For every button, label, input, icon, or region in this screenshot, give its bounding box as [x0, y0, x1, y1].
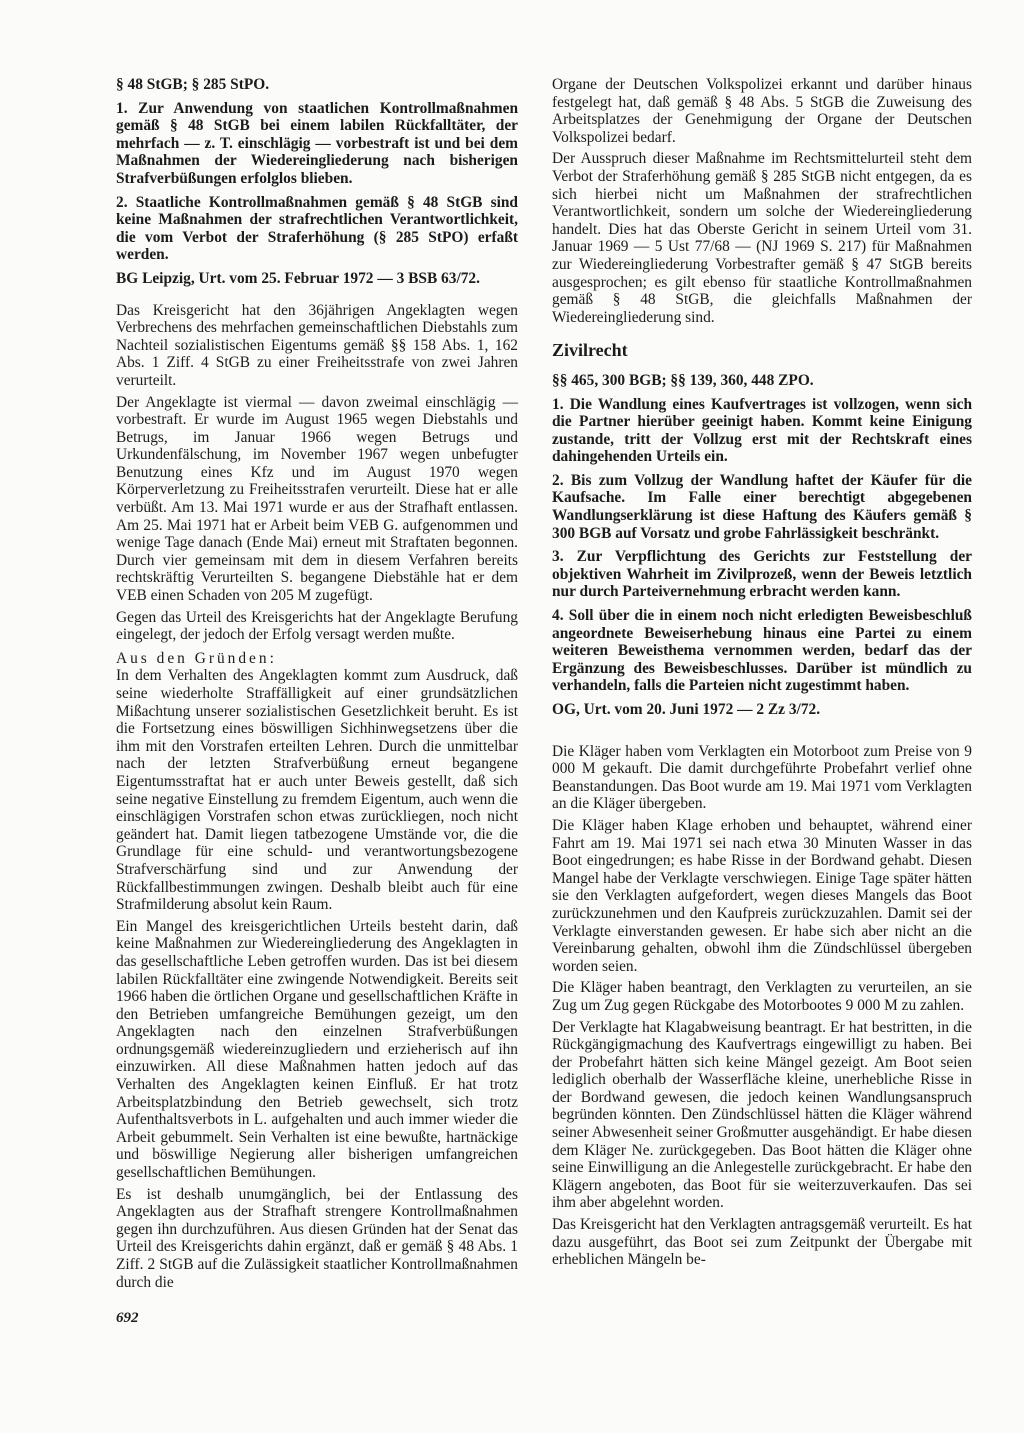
page-number: 692	[116, 1310, 139, 1326]
statute-reference: §§ 465, 300 BGB; §§ 139, 360, 448 ZPO.	[552, 371, 814, 389]
spacer	[552, 733, 972, 743]
section-title: Zivilrecht	[552, 340, 628, 361]
paragraph: Der Angeklagte ist viermal — davon zweimal einschlägig — vorbestraft. Er wurde im August 1965 wegen Diebstahls und Betrugs, im Januar 1966 wegen Betrugs und Urkundenfälschung, im November 1967 wegen unbefugter Benutzung eines Kfz und im August 1970 wegen Körperverletzung zu Freiheitsstrafen verurteilt. Diese hat er alle verbüßt. Am 13. Mai 1971 wurde er aus der Strafhaft entlassen. Am 25. Mai 1971 hat er Arbeit beim VEB G. aufgenommen und wenige Tage danach (Ende Mai) erneut mit Straftaten begonnen. Durch vier gemeinsam mit dem in diesem Verfahren bereits rechtskräftig Verurteilten S. begangene Diebstähle hat er dem VEB einen Schaden von 205 M zugefügt.	[116, 393, 518, 605]
paragraph: In dem Verhalten des Angeklagten kommt zum Ausdruck, daß seine wiederholte Straffälligkeit auf einer grundsätzlichen Mißachtung unserer sozialistischen Gesetzlichkeit beruht. Es ist die Fortsetzung eines böswilligen Sichhinwegsetzens über die ihm mit den Vorstrafen erteilten Lehren. Durch die unmittelbar nach der letzten Strafverbüßung erneut begangene Eigentumsstraftat hat er auch unter Beweis gestellt, daß sich seine negative Einstellung zu fremdem Eigentum, auch wenn die einschlägigen Vorstrafen schon etwas zurückliegen, noch nicht geändert hat. Damit liegen tatbezogene Umstände vor, die die Grundlage für eine schuld- und verantwortungsbezogene Strafverschärfung sind und zur Anwendung der Rückfallbestimmungen zwingen. Deshalb bleibt auch für eine Strafmilderung absolut kein Raum.	[116, 667, 518, 914]
headnote-2: 2. Bis zum Vollzug der Wandlung haftet der Käufer für die Kaufsache. Im Falle einer berechtigt abgegebenen Wandlungserklärung ist diese Haftung des Käufers gemäß § 300 BGB auf Vorsatz und grobe Fahrlässigkeit beschränkt.	[552, 471, 972, 542]
paragraph: Organe der Deutschen Volkspolizei erkannt und darüber hinaus festgelegt hat, daß gemäß § 48 Abs. 5 StGB die Zuweisung des Arbeitsplatzes der Genehmigung der Organe der Deutschen Volkspolizei bedarf.	[552, 76, 972, 146]
headnote-3: 3. Zur Verpflichtung des Gerichts zur Feststellung der objektiven Wahrheit im Zivilprozeß, wenn der Beweis letztlich nur durch Parteivernehmung erbracht werden kann.	[552, 548, 972, 601]
headnote-2: 2. Staatliche Kontrollmaßnahmen gemäß § 48 StGB sind keine Maßnahmen der strafrechtlichen Verantwortlichkeit, die vom Verbot der Straferhöhung (§ 285 StPO) erfaßt werden.	[116, 193, 518, 264]
paragraph: Die Kläger haben beantragt, den Verklagten zu verurteilen, an sie Zug um Zug gegen Rückgabe des Motorbootes 9 000 M zu zahlen.	[552, 979, 972, 1014]
paragraph: Das Kreisgericht hat den 36jährigen Angeklagten wegen Verbrechens des mehrfachen gemeinschaftlichen Diebstahls zum Nachteil sozialistischen Eigentums gemäß §§ 158 Abs. 1, 162 Abs. 1 Ziff. 4 StGB zu einer Freiheitsstrafe von zwei Jahren verurteilt.	[116, 301, 518, 389]
reasons-heading: Aus den Gründen:	[116, 649, 277, 667]
paragraph: Der Verklagte hat Klagabweisung beantragt. Er hat bestritten, in die Rückgängigmachung des Kaufvertrags eingewilligt zu haben. Bei der Probefahrt hätten sich keine Mängel gezeigt. Am Boot seien lediglich oberhalb der Wasserfläche kleine, unerhebliche Risse in der Bordwand gewesen, die jedoch keinen Wandlungsanspruch begründen könnten. Den Zündschlüssel hätten die Kläger während seiner Abwesenheit seiner Großmutter ausgehändigt. Er habe diesen dem Kläger Ne. zurückgegeben. Das Boot hätten die Kläger ohne seine Einwilligung an die Anlegestelle zurückgebracht. Er habe den Klägern angeboten, das Boot für sie weiterzuverkaufen. Das sei ihm aber abgelehnt worden.	[552, 1018, 972, 1212]
court-citation: BG Leipzig, Urt. vom 25. Februar 1972 — 3 BSB 63/72.	[116, 269, 480, 287]
headnote-1: 1. Zur Anwendung von staatlichen Kontrollmaßnahmen gemäß § 48 StGB bei einem labilen Rückfalltäter, der mehrfach — z. T. einschlägig — vorbestraft ist und bei dem Maßnahmen der Wiedereingliederung nach bisherigen Strafverbüßungen erfolglos blieben.	[116, 99, 518, 187]
headnote-4: 4. Soll über die in einem noch nicht erledigten Beweisbeschluß angeordnete Beweiserhebung hinaus eine Partei zu einem weiteren Beweisthema vernommen werden, bedarf das der Ergänzung des Beweisbeschlusses. Darüber ist mündlich zu verhandeln, falls die Parteien nicht zugestimmt haben.	[552, 607, 972, 695]
paragraph: Ein Mangel des kreisgerichtlichen Urteils besteht darin, daß keine Maßnahmen zur Wiedereingliederung des Angeklagten in das gesellschaftliche Leben getroffen wurden. Das ist bei diesem labilen Rückfalltäter eine zwingende Notwendigkeit. Bereits seit 1966 haben die örtlichen Organe und gesellschaftlichen Kräfte in den Betrieben umfangreiche Bemühungen gezeigt, um den Angeklagten nach den einzelnen Strafverbüßungen ordnungsgemäß wiedereinzugliedern und erzieherisch auf ihn einzuwirken. All diese Maßnahmen hatten jedoch auf das Verhalten des Angeklagten keinen Einfluß. Er hat trotz Arbeitsplatzbindung den Betrieb gewechselt, sich trotz Aufenthaltsverbots in L. aufgehalten und auch immer wieder die Arbeit gebummelt. Sein Verhalten ist eine bewußte, hartnäckige und böswillige Negierung aller bisherigen umfangreichen gesellschaftlichen Bemühungen.	[116, 917, 518, 1182]
headnote-1: 1. Die Wandlung eines Kaufvertrages ist vollzogen, wenn sich die Partner hierüber geeinigt haben. Kommt keine Einigung zustande, tritt der Vollzug erst mit der Rechtskraft eines dahingehenden Urteils ein.	[552, 395, 972, 466]
paragraph: Die Kläger haben Klage erhoben und behauptet, während einer Fahrt am 19. Mai 1971 sei nach etwa 30 Minuten Wasser in das Boot eingedrungen; es habe Risse in der Bordwand gehabt. Diesen Mangel habe der Verklagte verschwiegen. Einige Tage später hätten sie den Verklagten aufgefordert, wegen dieses Mangels das Boot zurückzunehmen und den Kaufpreis zurückzuzahlen. Damit sei der Verklagte einverstanden gewesen. Er habe sich aber nicht an die Vereinbarung gehalten, obwohl ihm die Zündschlüssel übergeben worden seien.	[552, 816, 972, 975]
paragraph: Das Kreisgericht hat den Verklagten antragsgemäß verurteilt. Es hat dazu ausgeführt, das Boot sei zum Zeitpunkt der Übergabe mit erheblichen Mängeln be-	[552, 1216, 972, 1269]
paragraph: Gegen das Urteil des Kreisgerichts hat der Angeklagte Berufung eingelegt, der jedoch der Erfolg versagt werden mußte.	[116, 608, 518, 644]
paragraph: Der Ausspruch dieser Maßnahme im Rechtsmittelurteil steht dem Verbot der Straferhöhung gemäß § 285 StGB nicht entgegen, da es sich hierbei nicht um Maßnahmen der strafrechtlichen Verantwortlichkeit, sondern um solche der Wiedereingliederung handelt. Dies hat das Oberste Gericht in seinem Urteil vom 31. Januar 1969 — 5 Ust 77/68 — (NJ 1969 S. 217) für Maßnahmen zur Wiedereingliederung Vorbestrafter gemäß § 47 StGB bereits ausgesprochen; es gilt ebenso für staatliche Kontrollmaßnahmen gemäß § 48 StGB, die gleichfalls Maßnahmen der Wiedereingliederung sind.	[552, 150, 972, 326]
statute-reference: § 48 StGB; § 285 StPO.	[116, 76, 270, 93]
right-column	[552, 76, 972, 1273]
court-citation: OG, Urt. vom 20. Juni 1972 — 2 Zz 3/72.	[552, 701, 821, 718]
paragraph: Es ist deshalb unumgänglich, bei der Entlassung des Angeklagten aus der Strafhaft strengere Kontrollmaßnahmen gegen ihn durchzuführen. Aus diesen Gründen hat der Senat das Urteil des Kreisgerichts dahin ergänzt, daß er gemäß § 48 Abs. 1 Ziff. 2 StGB auf die Zulässigkeit staatlicher Kontrollmaßnahmen durch die	[116, 1185, 518, 1291]
left-column	[116, 76, 518, 1295]
paragraph: Die Kläger haben vom Verklagten ein Motorboot zum Preise von 9 000 M gekauft. Die damit durchgeführte Probefahrt verlief ohne Beanstandungen. Das Boot wurde am 19. Mai 1971 vom Verklagten an die Kläger übergeben.	[552, 742, 972, 813]
